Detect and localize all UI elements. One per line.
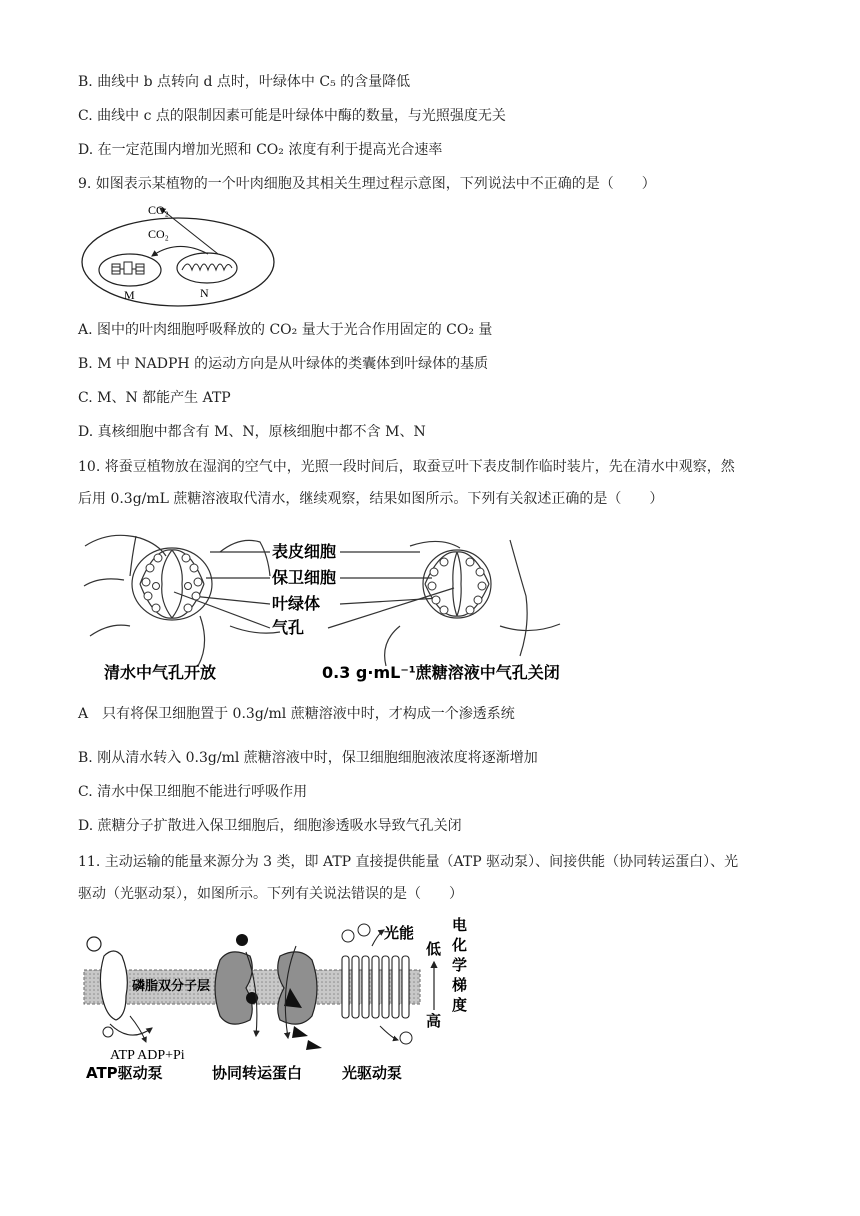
label-epidermal-cell: 表皮细胞: [272, 542, 337, 561]
q10-option-a: A 只有将保卫细胞置于 0.3g/ml 蔗糖溶液中时，才构成一个渗透系统: [78, 706, 515, 722]
q8-option-b: B. 曲线中 b 点转向 d 点时，叶绿体中 C₅ 的含量降低: [78, 74, 411, 90]
label-high: 高: [426, 1012, 442, 1030]
q8-option-d: D. 在一定范围内增加光照和 CO₂ 浓度有利于提高光合速率: [78, 142, 443, 158]
caption-atp-pump: ATP驱动泵: [86, 1064, 163, 1082]
label-bilayer: 磷脂双分子层: [132, 979, 211, 994]
co2-outer-label: CO₂: [148, 203, 169, 217]
q10-option-b: B. 刚从清水转入 0.3g/ml 蔗糖溶液中时，保卫细胞细胞液浓度将逐渐增加: [78, 750, 538, 766]
q10-option-d: D. 蔗糖分子扩散进入保卫细胞后，细胞渗透吸水导致气孔关闭: [78, 818, 462, 834]
q9-figure: [78, 198, 278, 310]
label-m: M: [124, 288, 135, 302]
q10-stem-line2: 后用 0.3g/mL 蔗糖溶液取代清水，继续观察，结果如图所示。下列有关叙述正确的是（ ）: [78, 491, 664, 507]
label-gradient: 电化学梯度: [452, 916, 468, 1014]
label-stoma: 气孔: [272, 618, 305, 637]
caption-cotransporter: 协同转运蛋白: [212, 1064, 303, 1082]
q11-stem-line1: 11. 主动运输的能量来源分为 3 类，即 ATP 直接提供能量（ATP 驱动泵）、间接供能（协同转运蛋白）、光: [78, 854, 739, 870]
q9-option-b: B. M 中 NADPH 的运动方向是从叶绿体的类囊体到叶绿体的基质: [78, 356, 489, 372]
label-chloroplast: 叶绿体: [272, 594, 321, 613]
caption-open: 清水中气孔开放: [104, 663, 217, 682]
q10-figure: [80, 526, 580, 690]
label-n: N: [200, 286, 209, 300]
q10-stem-line1: 10. 将蚕豆植物放在湿润的空气中，光照一段时间后，取蚕豆叶下表皮制作临时装片，先在清水中观察，然: [78, 459, 735, 475]
q9-option-d: D. 真核细胞中都含有 M、N，原核细胞中都不含 M、N: [78, 424, 426, 440]
q9-stem: 9. 如图表示某植物的一个叶肉细胞及其相关生理过程示意图，下列说法中不正确的是（ ）: [78, 176, 656, 192]
caption-closed: 0.3 g·mL⁻¹蔗糖溶液中气孔关闭: [322, 663, 560, 682]
label-low: 低: [426, 940, 442, 958]
q10-option-c: C. 清水中保卫细胞不能进行呼吸作用: [78, 784, 308, 800]
chloroplast-m: [99, 254, 161, 286]
co2-inner-label: CO₂: [148, 227, 169, 241]
label-light: 光能: [384, 924, 415, 942]
q11-stem-line2: 驱动（光驱动泵），如图所示。下列有关说法错误的是（ ）: [78, 886, 463, 902]
q11-figure: [80, 916, 480, 1086]
caption-light-pump: 光驱动泵: [342, 1064, 403, 1082]
label-guard-cell: 保卫细胞: [272, 568, 337, 587]
q9-option-a: A. 图中的叶肉细胞呼吸释放的 CO₂ 量大于光合作用固定的 CO₂ 量: [78, 322, 493, 338]
q8-option-c: C. 曲线中 c 点的限制因素可能是叶绿体中酶的数量，与光照强度无关: [78, 108, 506, 124]
q9-option-c: C. M、N 都能产生 ATP: [78, 390, 231, 406]
label-atp-adp: ATP ADP+Pi: [110, 1048, 185, 1063]
